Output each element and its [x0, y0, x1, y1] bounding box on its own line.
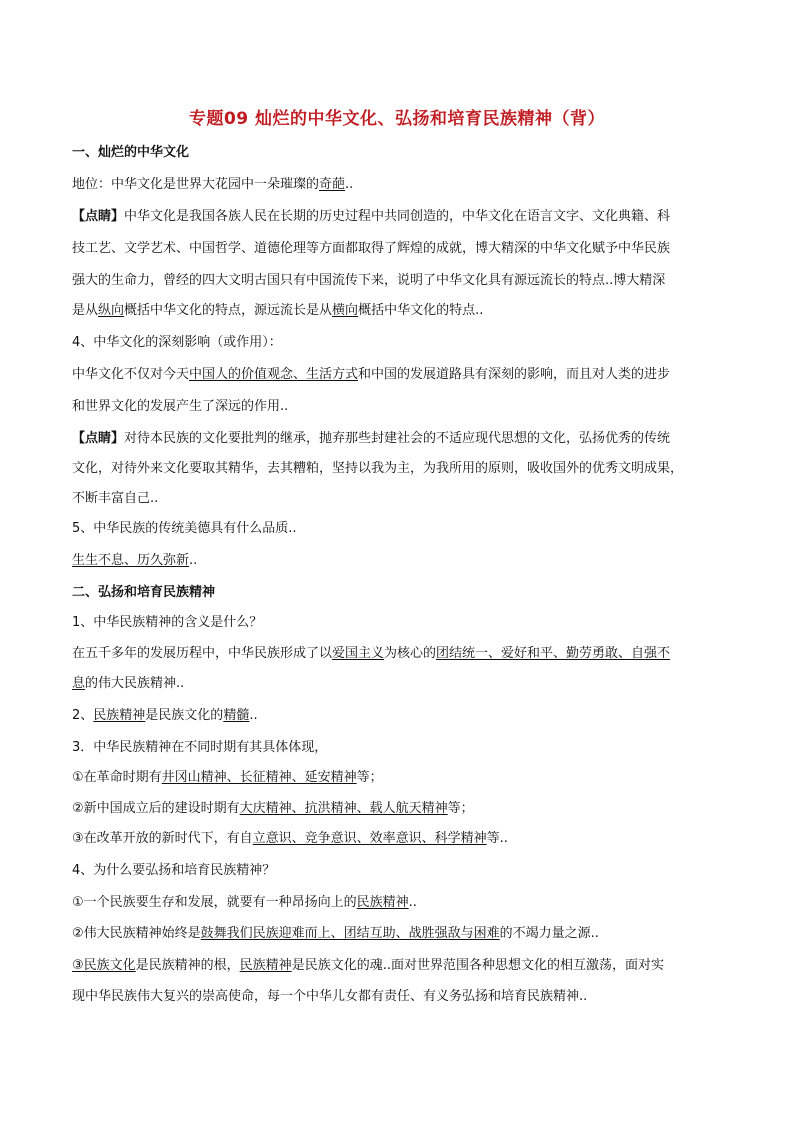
- s2-q2-prefix: 2、: [72, 708, 94, 723]
- q4-a1-a: 中华文化不仅对今天: [72, 367, 190, 382]
- tip1-line4-b: 概括中华文化的特点，源远流长是从: [124, 303, 333, 318]
- s2-q4-item1: [72, 894, 732, 912]
- position-keyword: 奇葩: [319, 177, 346, 192]
- s2-q4-item3-line2: 现中华民族伟大复兴的崇高使命，每一个中华儿女都有责任、有义务弘扬和培育民族精神..: [72, 989, 588, 1004]
- tip1-line2: 技工艺、文学艺术、中国哲学、道德伦理等方面都取得了辉煌的成就，博大精深的中华文化赋予中华民族: [72, 241, 671, 256]
- tip1-line4-u1: 纵向: [98, 303, 125, 318]
- tip1-line1: [72, 208, 732, 226]
- tip2-tag: 【点睛】: [72, 431, 125, 446]
- tip1-line4: [72, 302, 732, 320]
- s2-q4-i3-u1: ③民族文化: [72, 958, 136, 973]
- s2-q4-i1-b: ..: [408, 895, 417, 910]
- tip1-line4-c: 概括中华文化的特点..: [358, 303, 484, 318]
- s2-q4-question: 4、为什么要弘扬和培育民族精神？: [72, 863, 276, 878]
- page-title: 专题09 灿烂的中华文化、弘扬和培育民族精神（背）: [188, 109, 606, 129]
- s2-q1-l2-b: 的伟大民族精神..: [85, 676, 185, 691]
- section2-heading: 二、弘扬和培育民族精神: [72, 585, 216, 600]
- s2-q3-i1-a: ①在革命时期有: [72, 770, 162, 785]
- s2-q3-i3-u: 立意识、竞争意识、效率意识、科学精神: [252, 831, 487, 846]
- tip2-text1: 对待本民族的文化要批判的继承，抛弃那些封建社会的不适应现代思想的文化，弘扬优秀的传统: [124, 431, 671, 446]
- s2-q1-l1-b: 为核心的: [384, 646, 437, 661]
- s2-q4-i2-b: 的不竭力量之源..: [499, 926, 599, 941]
- position-prefix: 地位：中华文化是世界大花园中一朵璀璨的: [72, 177, 320, 192]
- s2-q4-i1-u: 民族精神: [356, 895, 409, 910]
- tip2-line3: 不断丰富自己..: [72, 491, 159, 506]
- s2-q2-b: 是民族文化的: [145, 708, 224, 723]
- tip2-line2: 文化，对待外来文化要取其精华，去其糟粕，坚持以我为主，为我所用的原则，吸收国外的优秀文明成果，: [72, 461, 684, 476]
- q4-question: 4、中华文化的深刻影响（或作用）：: [72, 335, 282, 350]
- s2-q2-c: ..: [249, 708, 258, 723]
- s2-q3-i3-a: ③在改革开放的新时代下，有自: [72, 831, 253, 846]
- s2-q1-l1-a: 在五千多年的发展历程中，中华民族形成了以: [72, 646, 333, 661]
- s2-q3-i3-b: 等..: [486, 831, 508, 846]
- q4-answer-line1: [72, 366, 732, 384]
- s2-q4-i3-u2: 民族精神: [239, 958, 292, 973]
- s2-q1-l2-u: 息: [72, 676, 86, 691]
- s2-q4-i3-b: 是民族文化的魂..面对世界范围各种思想文化的相互激荡，面对实: [291, 958, 664, 973]
- s2-q3-i2-b: 等；: [447, 801, 474, 816]
- s2-q3-item3: [72, 830, 732, 848]
- s2-q1-question: 1、中华民族精神的含义是什么？: [72, 615, 263, 630]
- q4-a1-b: 和中国的发展道路具有深刻的影响，而且对人类的进步: [358, 367, 671, 382]
- q5-answer-u: 生生不息、历久弥新: [72, 553, 190, 568]
- s2-q2-u1: 民族精神: [93, 708, 146, 723]
- tip1-line4-a: 是从: [72, 303, 99, 318]
- s2-q2-u2: 精髓: [223, 708, 250, 723]
- tip1-text1: 中华文化是我国各族人民在长期的历史过程中共同创造的，中华文化在语言文字、文化典籍、科: [124, 209, 671, 224]
- position-line: [72, 176, 732, 194]
- q4-a1-u1: 中国人的价值观念、生活方式: [189, 367, 359, 382]
- s2-q4-i3-a: 是民族精神的根，: [135, 958, 240, 973]
- s2-q3-item2: [72, 800, 732, 818]
- s2-q4-i2-u: 鼓舞我们民族迎难而上、团结互助、战胜强敌与困难: [200, 926, 500, 941]
- s2-q2-line: [72, 707, 732, 725]
- s2-q3-i2-a: ②新中国成立后的建设时期有: [72, 801, 240, 816]
- position-suffix: ..: [345, 177, 354, 192]
- tip1-tag: 【点睛】: [72, 209, 125, 224]
- s2-q3-question: 3．中华民族精神在不同时期有其具体体现，: [72, 740, 328, 755]
- q4-answer-line2: 和世界文化的发展产生了深远的作用..: [72, 399, 289, 414]
- q5-answer: [72, 552, 732, 570]
- s2-q4-i2-a: ②伟大民族精神始终是: [72, 926, 201, 941]
- s2-q4-item2: [72, 925, 732, 943]
- s2-q1-line2: [72, 675, 732, 693]
- s2-q3-i2-u: 大庆精神、抗洪精神、载人航天精神: [239, 801, 448, 816]
- s2-q1-l1-u2: 团结统一、爱好和平、勤劳勇敢、自强不: [436, 646, 671, 661]
- s2-q4-item3: [72, 957, 732, 975]
- tip2-line1: [72, 430, 732, 448]
- section1-heading: 一、灿烂的中华文化: [72, 145, 190, 160]
- s2-q3-item1: [72, 769, 732, 787]
- q5-question: 5、中华民族的传统美德具有什么品质..: [72, 521, 297, 536]
- tip1-line4-u2: 横向: [332, 303, 359, 318]
- s2-q1-line1: [72, 645, 732, 663]
- q5-answer-suffix: ..: [189, 553, 198, 568]
- s2-q3-i1-b: 等；: [356, 770, 383, 785]
- tip1-line3: 强大的生命力，曾经的四大文明古国只有中国流传下来，说明了中华文化具有源远流长的特点..博大精深: [72, 273, 666, 288]
- s2-q3-i1-u: 井冈山精神、长征精神、延安精神: [161, 770, 357, 785]
- s2-q4-i1-a: ①一个民族要生存和发展，就要有一种昂扬向上的: [72, 895, 357, 910]
- s2-q1-l1-u1: 爱国主义: [332, 646, 385, 661]
